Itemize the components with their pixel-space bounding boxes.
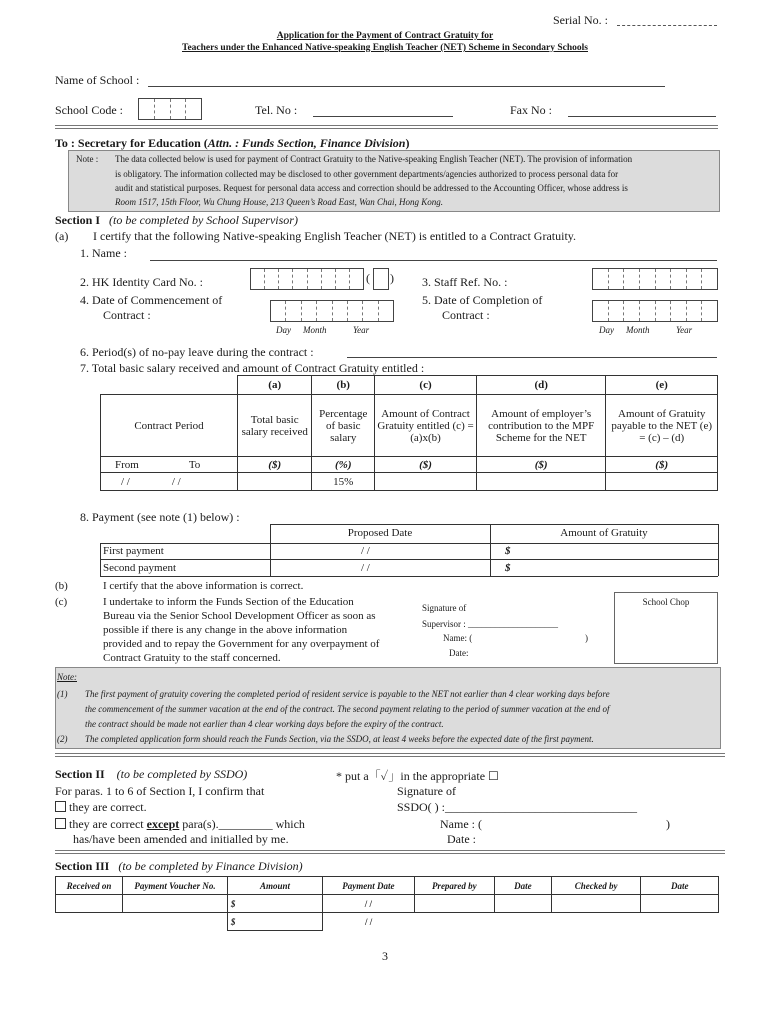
tel-field[interactable] [313, 116, 453, 117]
first-payment-date[interactable]: / / [361, 545, 370, 557]
serial-label: Serial No. : [553, 13, 608, 27]
col-date: Date [494, 877, 551, 895]
fax-field[interactable] [568, 116, 716, 117]
note1-label: (1) [57, 689, 68, 699]
page-number: 3 [382, 949, 388, 963]
option-correct[interactable]: they are correct. [55, 800, 147, 815]
section1-a-label: (a) [55, 229, 69, 243]
col-prepared-by: Prepared by [414, 877, 494, 895]
col-checked-by: Checked by [551, 877, 641, 895]
unit-label: ($) [476, 457, 606, 473]
section1-a-text: I certify that the following Native-speaking English Teacher (NET) is entitled to a Contract Gratuity. [93, 229, 577, 243]
privacy-note-line: audit and statistical purposes. Request for personal data access and correction should be addressed to the Accounting Officer, whose address is [115, 183, 628, 193]
header-contract-period: Contract Period [101, 395, 238, 457]
from-to-header: From To [101, 457, 238, 473]
ssdo-signature-label: Signature of [397, 784, 456, 798]
hkid-check-paren-close: ) [390, 271, 394, 285]
section3-heading: Section III (to be completed by Finance Division) [55, 859, 303, 873]
name-field[interactable] [150, 260, 717, 261]
col-letter: (b) [312, 376, 375, 395]
unit-label: ($) [375, 457, 477, 473]
school-name-label: Name of School : [55, 73, 140, 87]
to-line: To : Secretary for Education (Attn. : Funds Section, Finance Division) [55, 136, 410, 150]
percentage-value: 15% [312, 473, 375, 491]
month-caption: Month [626, 325, 650, 335]
first-payment-amount[interactable]: $ [505, 545, 511, 557]
section1-b-text: I certify that the above information is correct. [103, 580, 304, 592]
title-line2: Teachers under the Enhanced Native-speaking English Teacher (NET) Scheme in Secondary Schools [182, 43, 588, 53]
undertaking-line: I undertake to inform the Funds Section of the Education [103, 596, 354, 608]
header-total-basic-salary: Total basic salary received [238, 395, 312, 457]
fax-label: Fax No : [510, 103, 552, 117]
school-name-field[interactable] [148, 86, 665, 87]
ssdo-signature-line[interactable]: SSDO( ) :________________________________ [397, 800, 638, 814]
day-caption: Day [276, 325, 291, 335]
section1-c-label: (c) [55, 596, 68, 608]
hkid-check-paren-open: ( [366, 271, 370, 285]
year-caption: Year [353, 325, 370, 335]
option-correct-except[interactable]: they are correct except para(s)._________ which [55, 817, 305, 832]
amount-cell[interactable]: $ [227, 895, 322, 913]
school-code-label: School Code : [55, 103, 123, 117]
completion-date-boxes[interactable] [592, 300, 718, 322]
name-label: 1. Name : [80, 246, 127, 260]
completion-label: 5. Date of Completion of [422, 293, 543, 307]
ssdo-name-label[interactable]: Name : ( [440, 817, 482, 831]
amount-gratuity-header: Amount of Gratuity [560, 527, 648, 539]
supervisor-name-close: ) [585, 633, 588, 643]
month-caption: Month [303, 325, 327, 335]
checkbox-correct[interactable] [55, 801, 66, 812]
salary-gratuity-label: 7. Total basic salary received and amount of Contract Gratuity entitled : [80, 361, 425, 375]
hkid-check-box[interactable] [373, 268, 389, 290]
total-salary-input[interactable] [238, 473, 312, 491]
privacy-note-line: Room 1517, 15th Floor, Wu Chung House, 213 Queen’s Road East, Wan Chai, Hong Kong. [115, 197, 444, 207]
ssdo-date-label[interactable]: Date : [447, 832, 476, 846]
staff-ref-label: 3. Staff Ref. No. : [422, 275, 508, 289]
divider [55, 125, 718, 129]
confirm-line: For paras. 1 to 6 of Section I, I confirm that [55, 784, 265, 798]
school-chop-label: School Chop [642, 597, 690, 607]
day-caption: Day [599, 325, 614, 335]
gratuity-payable-input[interactable] [606, 473, 718, 491]
col-amount: Amount [227, 877, 322, 895]
col-letter: (e) [606, 376, 718, 395]
payment-date-cell[interactable]: / / [323, 895, 415, 913]
school-code-boxes[interactable] [138, 98, 202, 120]
note1-line: The first payment of gratuity covering the completed period of resident service is payable to the NET not earlier than 4 clear working days before [85, 689, 610, 699]
second-payment-amount[interactable]: $ [505, 562, 511, 574]
second-payment-label: Second payment [103, 562, 177, 574]
hkid-label: 2. HK Identity Card No. : [80, 275, 203, 289]
undertaking-line: Contract Gratuity to the staff concerned. [103, 652, 281, 664]
hkid-boxes[interactable] [250, 268, 364, 290]
commencement-date-boxes[interactable] [270, 300, 394, 322]
note2-line: The completed application form should reach the Funds Section, via the SSDO, at least 4 weeks before the expected date of the first payment. [85, 734, 594, 744]
finance-table [55, 876, 719, 931]
col-voucher-no: Payment Voucher No. [123, 877, 228, 895]
unit-label: ($) [606, 457, 718, 473]
second-payment-date[interactable]: / / [361, 562, 370, 574]
col-letter: (a) [238, 376, 312, 395]
contract-gratuity-input[interactable] [375, 473, 477, 491]
supervisor-name-label[interactable]: Name: ( [443, 633, 473, 643]
privacy-note-label: Note : [76, 154, 99, 164]
first-payment-label: First payment [103, 545, 164, 557]
col-letter: (d) [476, 376, 606, 395]
section2-heading: Section II (to be completed by SSDO) [55, 767, 248, 781]
proposed-date-header: Proposed Date [347, 527, 413, 539]
header-gratuity-payable: Amount of Gratuity payable to the NET (e) = (c) – (d) [606, 395, 718, 457]
tel-label: Tel. No : [255, 103, 298, 117]
year-caption: Year [676, 325, 693, 335]
header-percentage: Percentage of basic salary [312, 395, 375, 457]
gratuity-table [100, 375, 718, 491]
col-payment-date: Payment Date [323, 877, 415, 895]
note2-label: (2) [57, 734, 68, 744]
divider [55, 850, 725, 854]
supervisor-signature-label: Signature of [422, 603, 467, 613]
payment-date-cell[interactable]: / / [364, 916, 373, 927]
col-received-on: Received on [56, 877, 123, 895]
no-pay-leave-field[interactable] [347, 357, 717, 358]
divider [55, 753, 725, 757]
undertaking-line: Bureau via the Senior School Development Officer as soon as [103, 610, 376, 622]
header-contract-gratuity: Amount of Contract Gratuity entitled (c) = (a)x(b) [375, 395, 477, 457]
undertaking-line: possible if there is any change in the above information [103, 624, 348, 636]
title-line1: Application for the Payment of Contract Gratuity for [276, 31, 494, 41]
supervisor-signature-line[interactable]: Supervisor : ____________________ [422, 619, 558, 629]
mpf-contribution-input[interactable] [476, 473, 606, 491]
note1-line: the commencement of the summer vacation at the end of the contract. The second payment relating to the period of summer vacation at the end of [85, 704, 610, 714]
serial-field[interactable] [617, 25, 717, 26]
col-date: Date [641, 877, 719, 895]
contract-period-input[interactable]: / / / / [101, 473, 238, 491]
supervisor-date-label[interactable]: Date: [449, 648, 469, 658]
unit-label: (%) [312, 457, 375, 473]
note1-line: the contract should be made not earlier than 4 clear working days before the expiry of the contract. [85, 719, 444, 729]
commencement-label: 4. Date of Commencement of [80, 293, 223, 307]
undertaking-line: provided and to repay the Government for any overpayment of [103, 638, 380, 650]
tick-instruction: * put a「✓」in the appropriate ☐ [336, 769, 499, 783]
no-pay-leave-label: 6. Period(s) of no-pay leave during the contract : [80, 345, 314, 359]
section1-b-label: (b) [55, 580, 68, 592]
ssdo-name-close: ) [666, 817, 670, 831]
payment-label: 8. Payment (see note (1) below) : [80, 510, 240, 524]
school-chop-box[interactable] [614, 592, 718, 664]
unit-label: ($) [238, 457, 312, 473]
amended-line: has/have been amended and initialled by me. [73, 832, 289, 846]
commencement-label-2: Contract : [103, 308, 151, 322]
privacy-note-line: is obligatory. The information collected may be disclosed to other government departments/agencies authorized to process personal data for [115, 169, 619, 179]
section1-heading: Section I (to be completed by School Supervisor) [55, 213, 298, 227]
completion-label-2: Contract : [442, 308, 490, 322]
amount-cell[interactable]: $ [227, 913, 322, 931]
checkbox-correct-except[interactable] [55, 818, 66, 829]
staff-ref-boxes[interactable] [592, 268, 718, 290]
privacy-note-line: The data collected below is used for payment of Contract Gratuity to the Native-speaking English Teacher (NET). The provision of information [115, 154, 633, 164]
notes-label: Note: [57, 672, 77, 682]
header-mpf-contribution: Amount of employer’s contribution to the MPF Scheme for the NET [476, 395, 606, 457]
col-letter: (c) [375, 376, 477, 395]
